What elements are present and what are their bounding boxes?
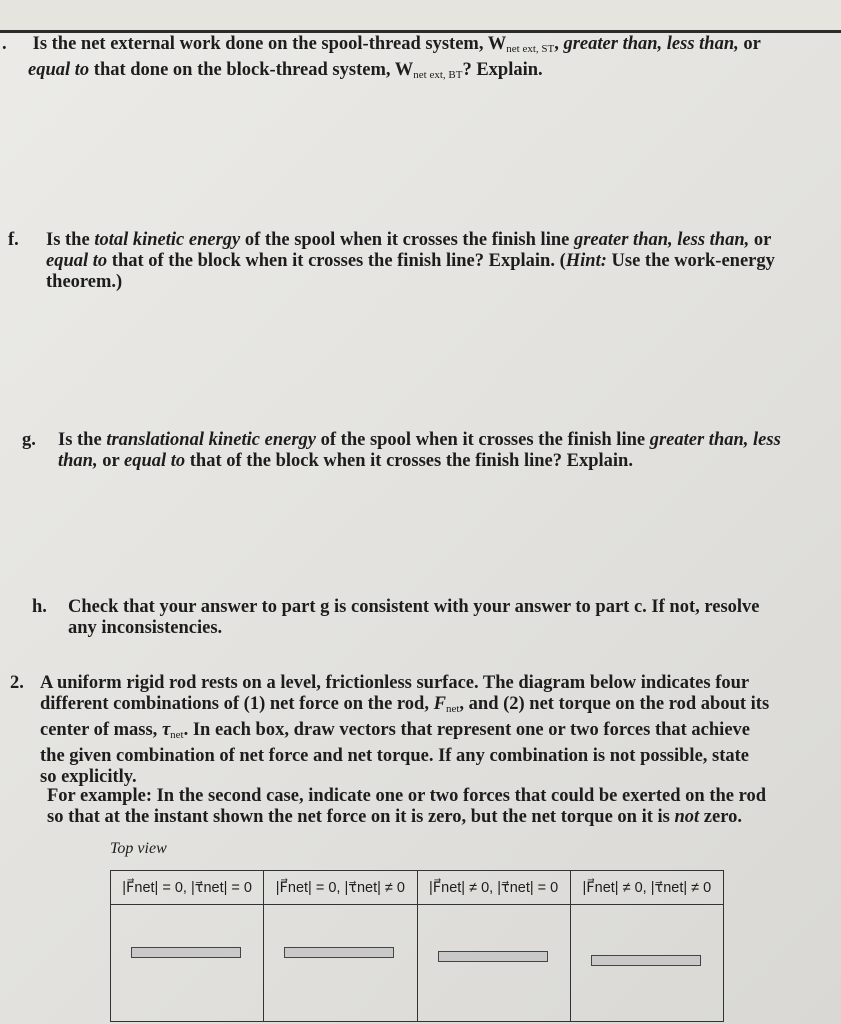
rod	[131, 947, 241, 958]
case-box-1[interactable]	[111, 871, 264, 1021]
part-f-label: f.	[8, 230, 19, 250]
case-header: |F⃗net| = 0, |τ⃗net| ≠ 0	[264, 871, 416, 905]
page-top-edge	[0, 0, 841, 33]
question-2-text: A uniform rigid rod rests on a level, frictionless surface. The diagram below indicates four different combinations of (1) net force on the rod, $F_{net}$, and (2) net torque on the rod about its center of mass, $\tau_{net}$. In each box, draw vectors that represent one or two forces that achieve the given combination of net force and net torque. If any combination is not possible, state so explicitly.	[40, 673, 770, 787]
part-h-label: h.	[32, 597, 47, 617]
rod-diagram-grid	[110, 870, 724, 1022]
rod	[284, 947, 394, 958]
case-header: |F⃗net| ≠ 0, |τ⃗net| ≠ 0	[571, 871, 723, 905]
part-g	[22, 430, 782, 472]
example-text: For example: In the second case, indicate one or two forces that could be exerted on the rod so that at the instant shown the net force on it is zero, but the net torque on it is not zero.	[47, 786, 767, 827]
case-header: |F⃗net| ≠ 0, |τ⃗net| = 0	[418, 871, 570, 905]
case-box-4[interactable]	[571, 871, 723, 1021]
part-g-text: Is the translational kinetic energy of the spool when it crosses the finish line greater than, less than, or equal to that of the block when it crosses the finish line? Explain.	[58, 430, 781, 471]
question-2-label: 2.	[10, 673, 24, 693]
part-e-text: Is the net external work done on the spool-thread system, $W_{net ext, ST}$, greater than, less than, or equal to that done on the block-thread system, $W_{net ext, BT}$? Explain.	[28, 34, 761, 81]
rod	[591, 955, 701, 966]
part-h	[32, 597, 792, 639]
case-header: |F⃗net| = 0, |τ⃗net| = 0	[111, 871, 263, 905]
question-2	[10, 673, 770, 788]
part-e	[2, 34, 814, 86]
case-box-2[interactable]	[264, 871, 417, 1021]
part-f-text: Is the total kinetic energy of the spool when it crosses the finish line greater than, less than, or equal to that of the block when it crosses the finish line? Explain. (Hint: Use the work-energy theorem.)	[46, 230, 775, 292]
part-e-label: .	[2, 34, 7, 54]
part-f	[8, 230, 798, 293]
part-h-text: Check that your answer to part g is consistent with your answer to part c. If not, resolve any inconsistencies.	[68, 597, 760, 638]
part-g-label: g.	[22, 430, 36, 450]
top-view-label: Top view	[110, 840, 167, 857]
rod	[438, 951, 548, 962]
case-box-3[interactable]	[418, 871, 571, 1021]
